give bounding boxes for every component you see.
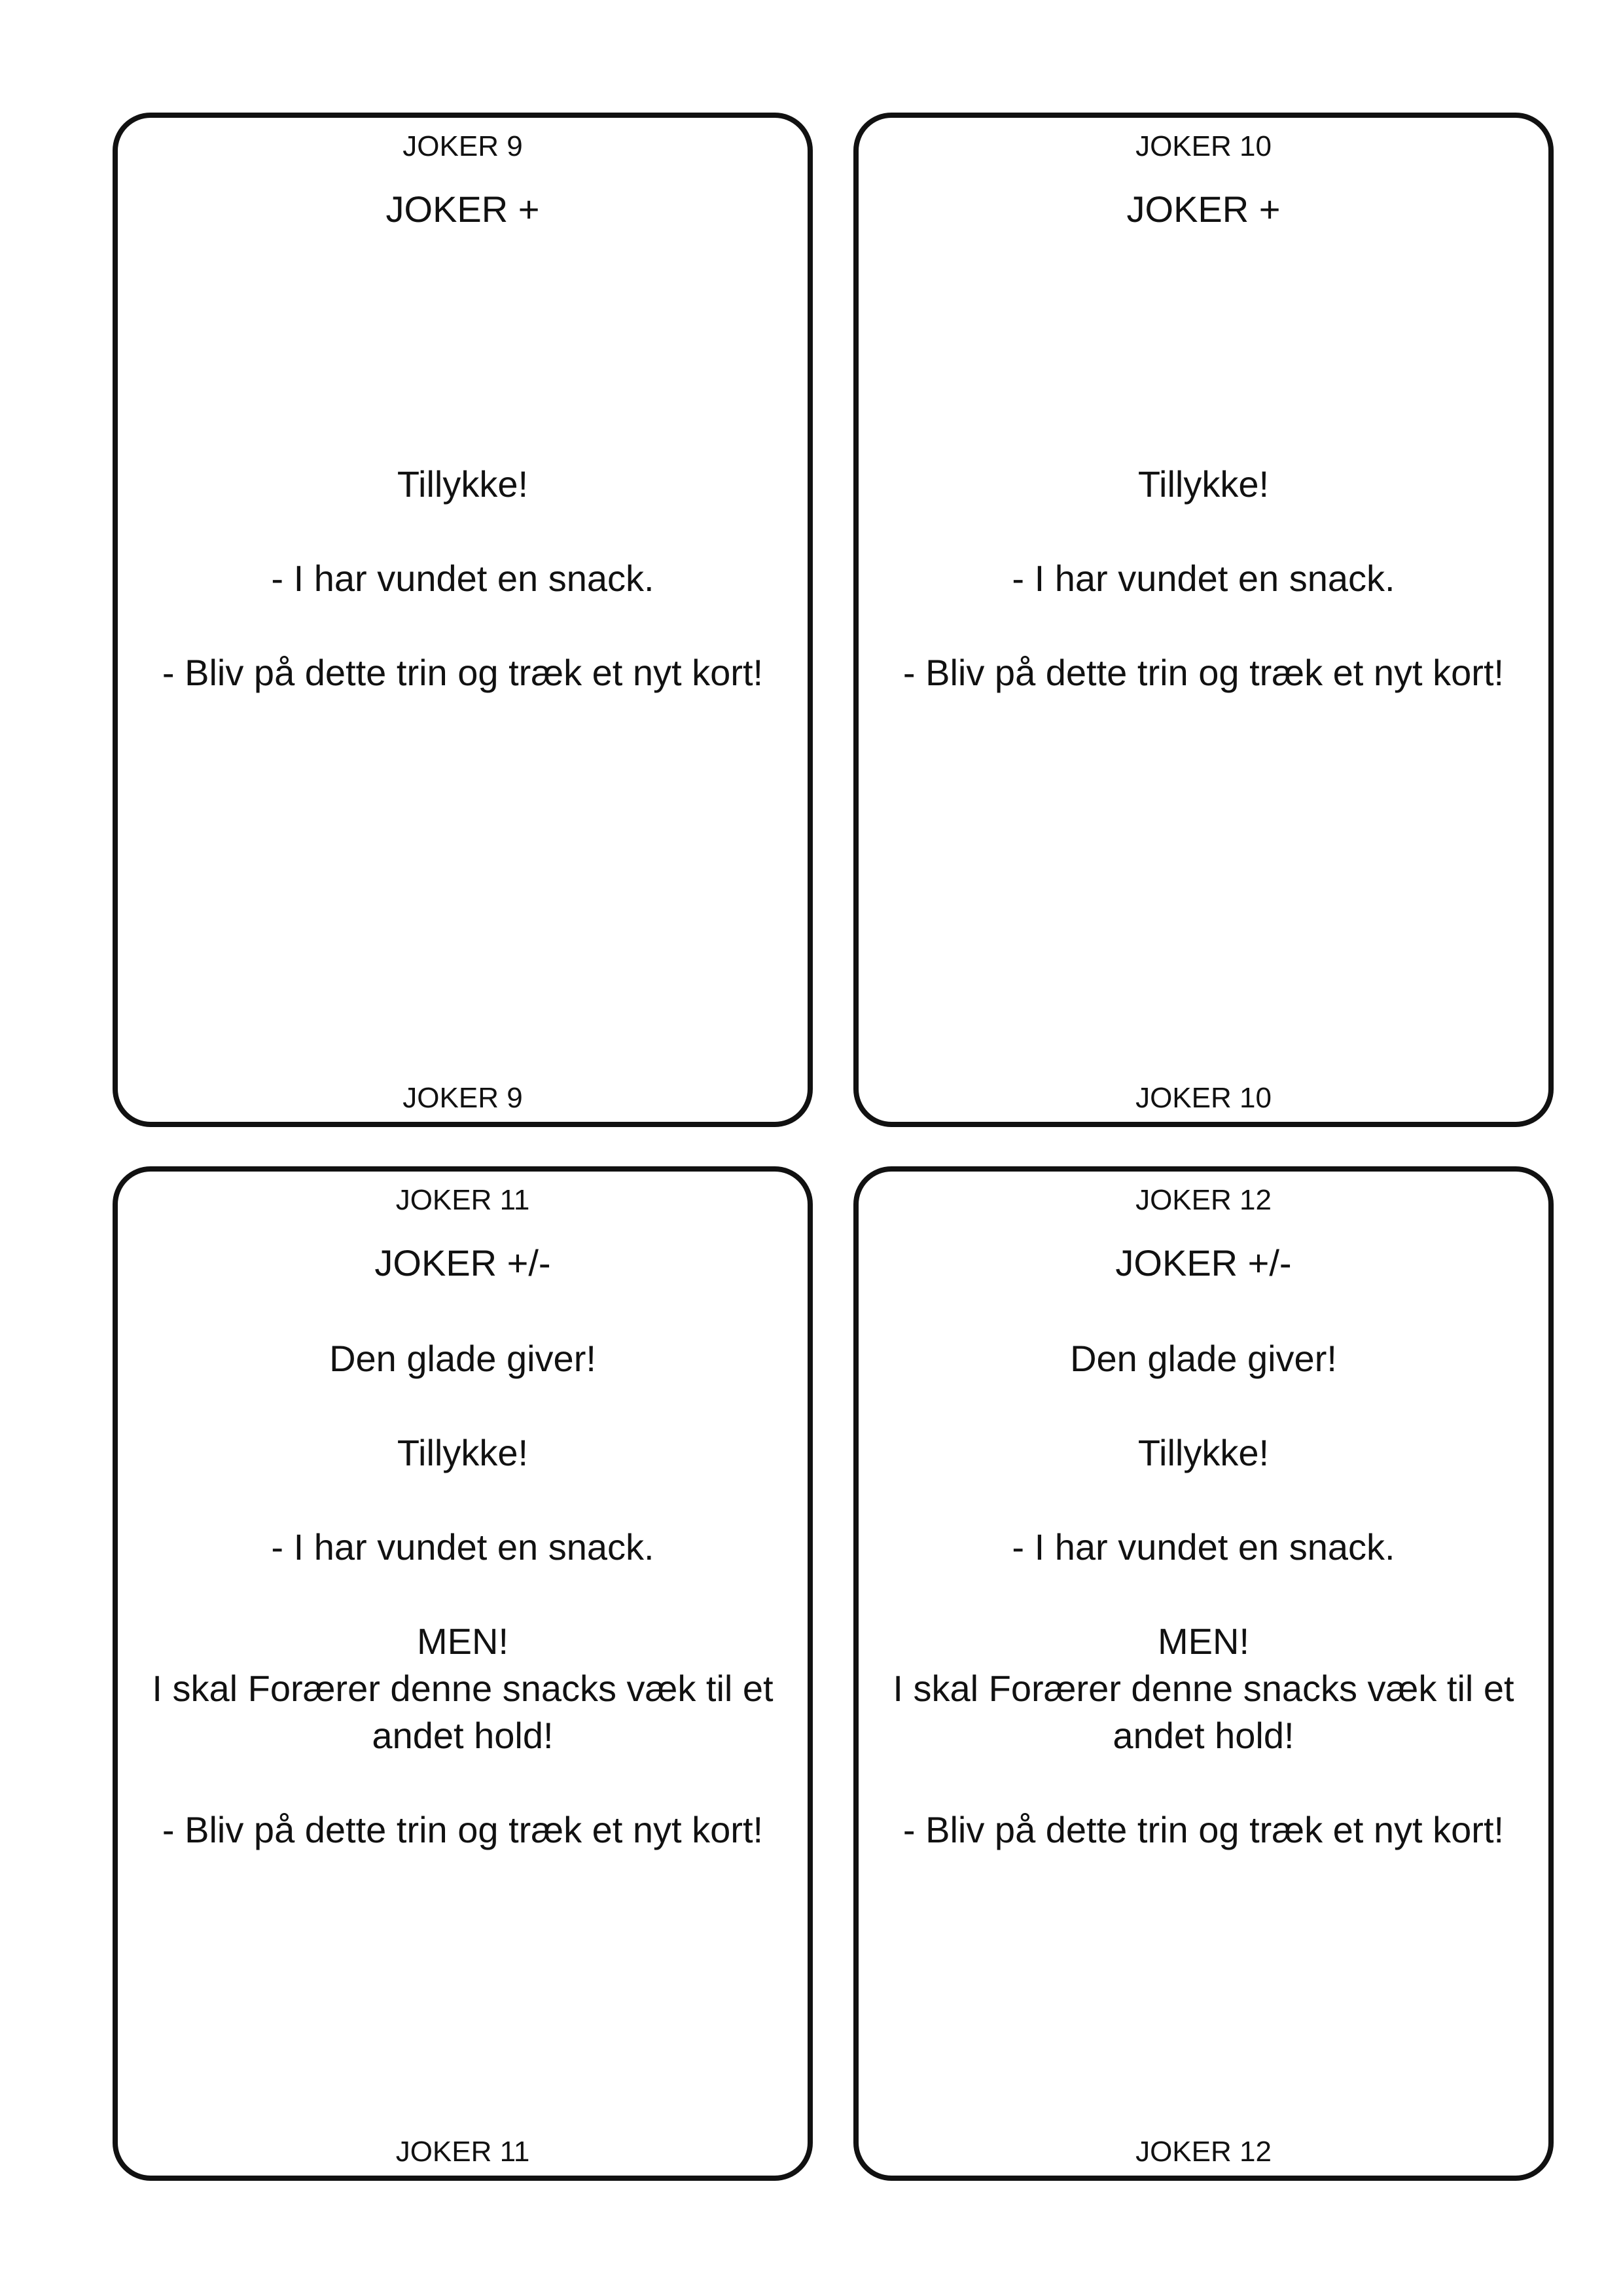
stay-draw-text: - Bliv på dette trin og træk et nyt kort!: [902, 1809, 1505, 1850]
card-label-bottom: JOKER 12: [1135, 2136, 1272, 2168]
card-label-bottom: JOKER 9: [402, 1082, 523, 1114]
but-text: MEN!: [1158, 1621, 1249, 1662]
card-label-top: JOKER 9: [402, 130, 523, 162]
joker-card: [853, 113, 1554, 1127]
card-label-top: JOKER 11: [395, 1184, 530, 1216]
card-title: JOKER +/-: [1115, 1242, 1292, 1283]
happy-giver-text: Den glade giver!: [1070, 1338, 1337, 1379]
card-title: JOKER +: [1126, 188, 1281, 230]
give-away-text: I skal Forærer denne snacks væk til et andet hold!: [152, 1668, 774, 1756]
happy-giver-text: Den glade giver!: [329, 1338, 596, 1379]
card-label-bottom: JOKER 11: [395, 2136, 530, 2168]
joker-card: [113, 113, 813, 1127]
congrats-text: Tillykke!: [1137, 463, 1270, 505]
won-snack-text: - I har vundet en snack.: [271, 1526, 654, 1568]
congrats-text: Tillykke!: [1137, 1432, 1270, 1473]
congrats-text: Tillykke!: [397, 1432, 529, 1473]
but-text: MEN!: [417, 1621, 508, 1662]
but-paragraph: [891, 1618, 1516, 1759]
card-label-bottom: JOKER 10: [1135, 1082, 1272, 1114]
card-title: JOKER +/-: [374, 1242, 551, 1283]
card-title: JOKER +: [385, 188, 540, 230]
card-label-top: JOKER 10: [1135, 130, 1272, 162]
card-body: [891, 461, 1516, 696]
give-away-text: I skal Forærer denne snacks væk til et andet hold!: [893, 1668, 1514, 1756]
won-snack-text: - I har vundet en snack.: [271, 558, 654, 599]
won-snack-text: - I har vundet en snack.: [1012, 1526, 1395, 1568]
joker-card: [853, 1166, 1554, 2181]
stay-draw-text: - Bliv på dette trin og træk et nyt kort!: [902, 652, 1505, 693]
card-label-top: JOKER 12: [1135, 1184, 1272, 1216]
won-snack-text: - I har vundet en snack.: [1012, 558, 1395, 599]
congrats-text: Tillykke!: [397, 463, 529, 505]
but-paragraph: [151, 1618, 775, 1759]
card-body: [151, 1335, 775, 1854]
joker-card: [113, 1166, 813, 2181]
card-body: [151, 461, 775, 696]
card-body: [891, 1335, 1516, 1854]
stay-draw-text: - Bliv på dette trin og træk et nyt kort!: [162, 1809, 764, 1850]
stay-draw-text: - Bliv på dette trin og træk et nyt kort!: [162, 652, 764, 693]
